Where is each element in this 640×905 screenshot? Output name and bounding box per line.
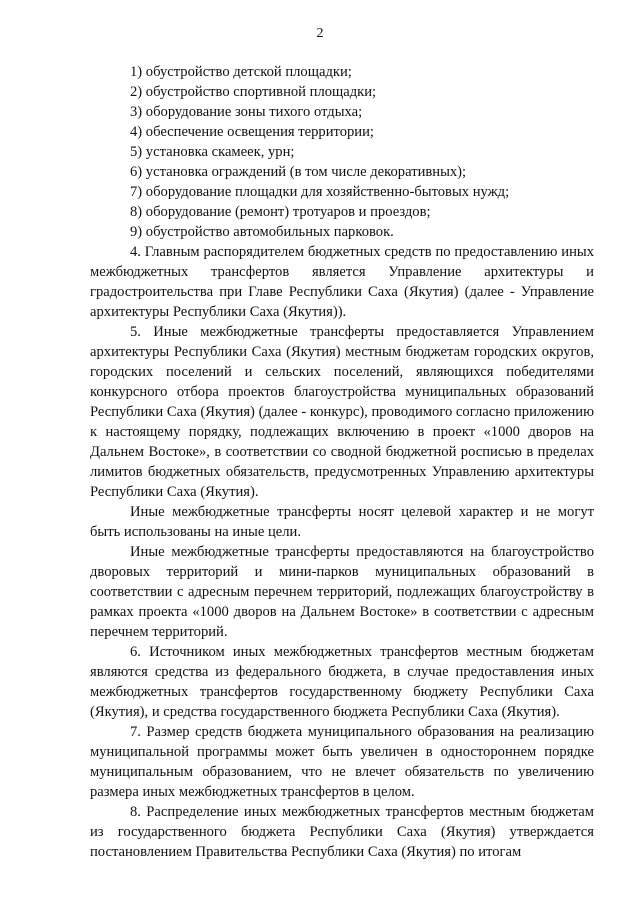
list-item: 4) обеспечение освещения территории; (130, 124, 374, 140)
list-item: 8) оборудование (ремонт) тротуаров и проездов; (130, 204, 431, 220)
list-item: 2) обустройство спортивной площадки; (130, 84, 377, 100)
list-item: 5) установка скамеек, урн; (130, 144, 295, 160)
paragraph-target-purpose: Иные межбюджетные трансферты носят целевой характер и не могут быть использованы на иные цели. (90, 504, 594, 540)
list-item: 6) установка ограждений (в том числе декоративных); (130, 164, 467, 180)
paragraph-8-distribution: 8. Распределение иных межбюджетных трансфертов местным бюджетам из государственного бюджета Республики Саха (Якутия) утверждается постановлением Правительства Республики Саха (Якутия) по итогам (90, 804, 594, 860)
paragraph-5-transfers: 5. Иные межбюджетные трансферты предоставляется Управлением архитектуры Республики Саха (Якутия) местным бюджетам городских округов, городских поселений и сельских поселений, являющихся победителями конкурсного отбора проектов благоустройства муниципальных образований Республики Саха (Якутия) (далее - конкурс), проводимого согласно приложению к настоящему порядку, подлежащих включению в проект «1000 дворов на Дальнем Востоке», в соответствии со сводной бюджетной росписью в пределах лимитов бюджетных обязательств, предусмотренных Управлению архитектуры Республики Саха (Якутия). (90, 324, 594, 500)
list-item: 7) оборудование площадки для хозяйственно-бытовых нужд; (130, 184, 510, 200)
paragraph-territories: Иные межбюджетные трансферты предоставляются на благоустройство дворовых территорий и мини-парков муниципальных образований в соответствии с адресным перечнем территорий, подлежащих благоустройству в рамках проекта «1000 дворов на Дальнем Востоке» в соответствии с адресным перечнем территорий. (90, 544, 594, 640)
list-item: 9) обустройство автомобильных парковок. (130, 224, 394, 240)
paragraph-7-budget-size: 7. Размер средств бюджета муниципального образования на реализацию муниципальной программы может быть увеличен в одностороннем порядке муниципальным образованием, что не влечет обязательств по увеличению размера иных межбюджетных трансфертов в целом. (90, 724, 594, 800)
document-body (90, 62, 594, 862)
page-number: 2 (316, 26, 324, 41)
list-item: 1) обустройство детской площадки; (130, 64, 352, 80)
paragraph-6-sources: 6. Источником иных межбюджетных трансфертов местным бюджетам являются средства из федерального бюджета, в случае предоставления иных межбюджетных трансфертов государственному бюджету Республики Саха (Якутия), и средства государственного бюджета Республики Саха (Якутия). (90, 644, 594, 720)
paragraph-4-administrator: 4. Главным распорядителем бюджетных средств по предоставлению иных межбюджетных трансфертов является Управление архитектуры и градостроительства при Главе Республики Саха (Якутия) (далее - Управление архитектуры Республики Саха (Якутия)). (90, 244, 594, 320)
list-item: 3) оборудование зоны тихого отдыха; (130, 104, 363, 120)
